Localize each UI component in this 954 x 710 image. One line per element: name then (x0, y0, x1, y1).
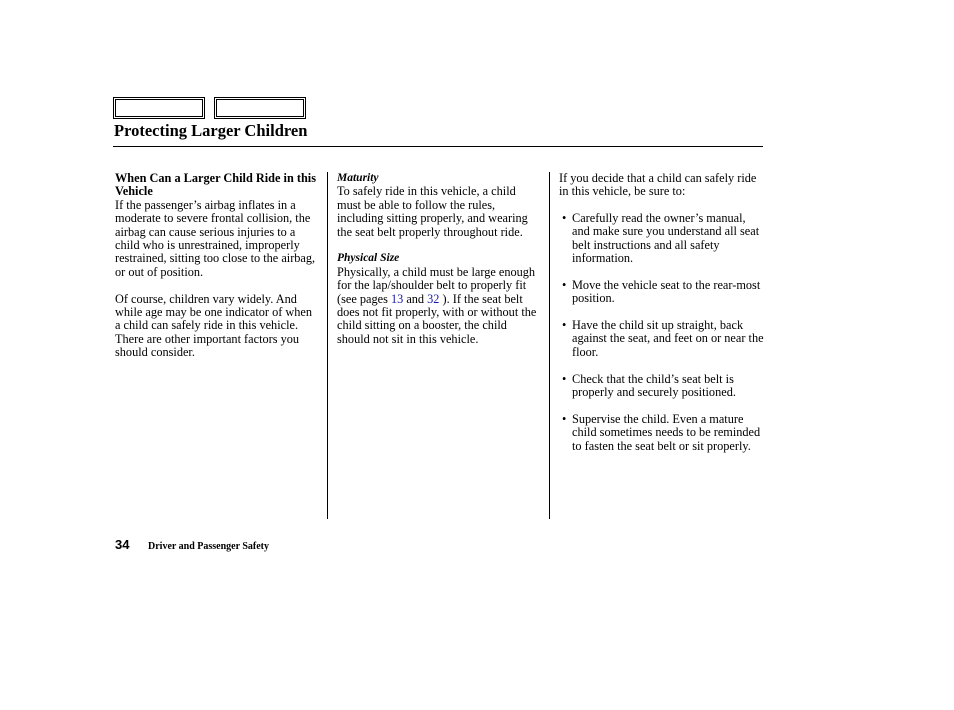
list-item-text: Carefully read the owner’s manual, and make sure you understand all seat belt instructions and all safety information. (572, 210, 760, 266)
page-link-32[interactable]: 32 (427, 291, 440, 306)
column-right (559, 172, 765, 466)
column-left (115, 172, 320, 360)
bullet-icon: • (562, 277, 567, 292)
checklist-intro: If you decide that a child can safely ride in this vehicle, be sure to: (559, 171, 757, 199)
subheading-maturity: Maturity (337, 172, 379, 184)
subheading-physical-size: Physical Size (337, 252, 400, 265)
footer-section-title: Driver and Passenger Safety (148, 541, 270, 552)
size-text-and: and (403, 291, 428, 306)
body-paragraph-age: Of course, children vary widely. And while age may be one indicator of when a child can safely ride in this vehicle. There are other important factors you should consider. (115, 291, 313, 360)
bullet-icon: • (562, 371, 567, 386)
list-item (559, 319, 765, 359)
checklist (559, 212, 765, 453)
list-item (559, 279, 765, 306)
bullet-icon: • (562, 411, 567, 426)
list-item (559, 413, 765, 453)
header-tab-box-2 (214, 97, 306, 119)
body-paragraph-maturity: To safely ride in this vehicle, a child must be able to follow the rules, including sitting properly, and wearing the seat belt properly throughout ride. (337, 184, 528, 239)
page-number: 34 (115, 537, 130, 552)
page-title: Protecting Larger Children (114, 121, 308, 140)
column-middle (337, 172, 542, 346)
list-item-text: Supervise the child. Even a mature child sometimes needs to be reminded to fasten the seat belt or sit properly. (572, 411, 761, 453)
section-heading: When Can a Larger Child Ride in this Vehicle (115, 171, 316, 199)
title-divider (113, 146, 763, 147)
body-paragraph-physical-size (337, 266, 542, 346)
bullet-icon: • (562, 318, 567, 333)
list-item (559, 212, 765, 266)
column-divider-2 (549, 172, 550, 519)
list-item (559, 373, 765, 400)
size-text-before: Physically, a child must be large enough for the lap/shoulder belt to properly fit (see pages (337, 264, 536, 306)
list-item-text: Move the vehicle seat to the rear-most position. (572, 277, 761, 306)
page-link-13[interactable]: 13 (390, 291, 404, 306)
header-tab-box-1 (113, 97, 205, 119)
column-divider-1 (327, 172, 328, 519)
bullet-icon: • (562, 210, 567, 225)
size-text-after: ). If the seat belt does not fit properly, with or without the child sitting on a booster, the child should not sit in this vehicle. (337, 291, 537, 346)
list-item-text: Have the child sit up straight, back against the seat, and feet on or near the floor. (572, 318, 764, 359)
list-item-text: Check that the child’s seat belt is properly and securely positioned. (572, 371, 736, 400)
body-paragraph-airbag: If the passenger’s airbag inflates in a moderate to severe frontal collision, the airbag can cause serious injuries to a child who is unrestrained, improperly restrained, sitting too close to the airbag, or out of position. (115, 197, 316, 279)
